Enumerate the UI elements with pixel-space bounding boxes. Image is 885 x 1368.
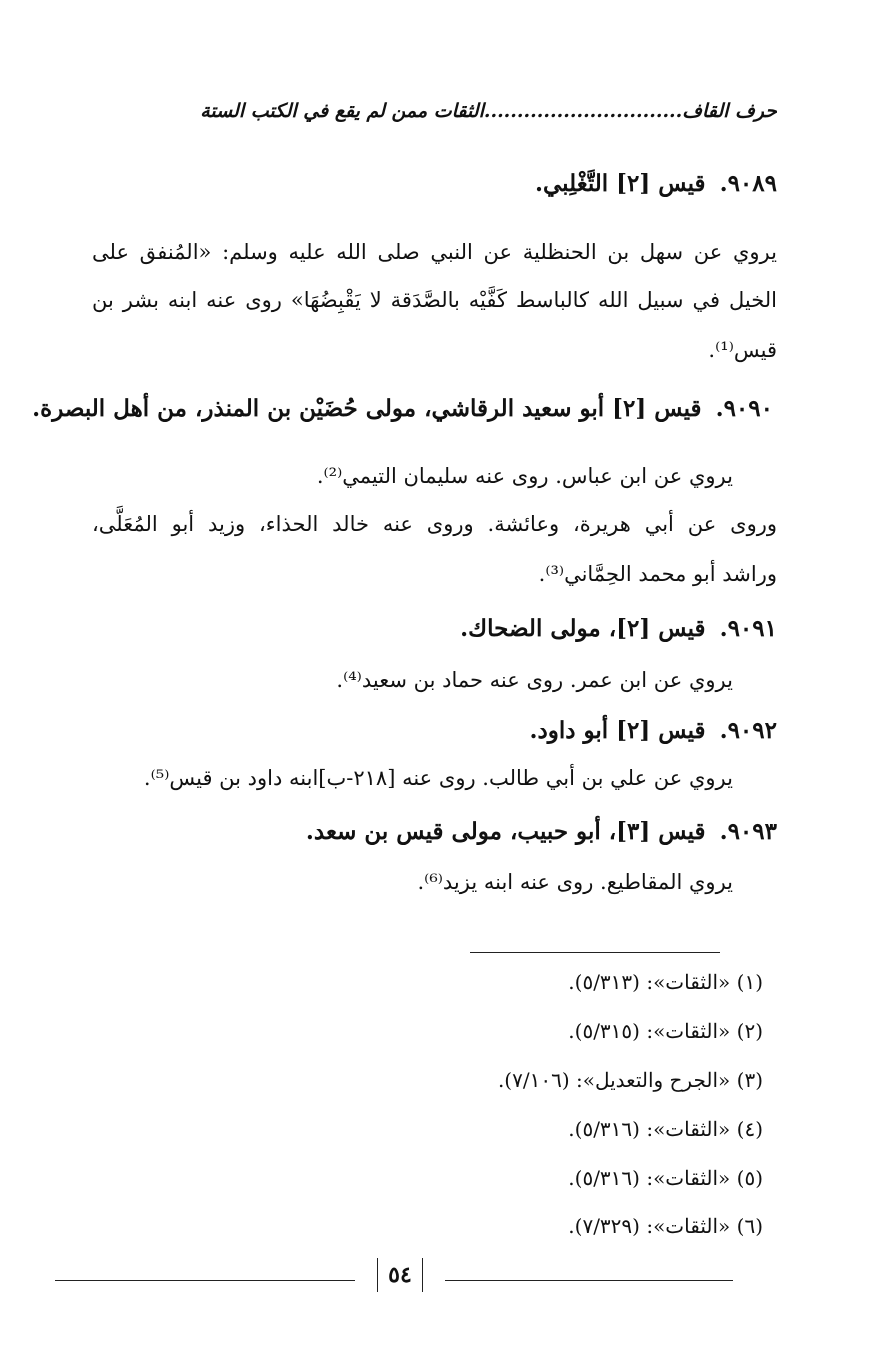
entry-text-line: يروي المقاطيع. روى عنه ابنه يزيد⁽⁶⁾. (417, 870, 733, 894)
entry-text-line: الخيل في سبيل الله كالباسط كَفَّيْه بالصَّدَقة لا يَقْبِضُهَا» روى عنه ابنه بشر بن (92, 288, 777, 312)
entry-title: قيس [٣]، أبو حبيب، مولى قيس بن سعد. (305, 818, 706, 845)
footnote: (١) «الثقات»: (٥/٣١٣). (568, 970, 763, 994)
running-header: حرف القاف..............................الثقات ممن لم يقع في الكتب الستة (200, 100, 777, 122)
entry-heading (529, 717, 777, 744)
footnote: (٣) «الجرح والتعديل»: (٧/١٠٦). (497, 1068, 763, 1092)
footnote: (٤) «الثقات»: (٥/٣١٦). (568, 1117, 763, 1141)
entry-title: قيس [٢] أبو داود. (529, 717, 706, 744)
entry-text-line: يروي عن سهل بن الحنظلية عن النبي صلى الله عليه وسلم: «المُنفق على (92, 240, 777, 264)
entry-title: قيس [٢] التَّغْلِبي. (534, 170, 706, 197)
footnote: (٢) «الثقات»: (٥/٣١٥). (568, 1019, 763, 1043)
entry-number: ٩٠٩٣. (719, 818, 777, 845)
entry-heading (535, 170, 777, 197)
entry-heading (32, 395, 773, 422)
footnote: (٦) «الثقات»: (٧/٣٢٩). (568, 1214, 763, 1238)
entry-text-line: يروي عن علي بن أبي طالب. روى عنه [٢١٨-ب]ابنه داود بن قيس⁽⁵⁾. (143, 766, 733, 790)
entry-number: ٩٠٩٠. (715, 395, 773, 422)
entry-number: ٩٠٩١. (719, 615, 777, 642)
page-number-value: ٥٤ (377, 1258, 423, 1292)
entry-text-line: وراشد أبو محمد الحِمَّاني⁽³⁾. (538, 562, 777, 586)
entry-heading (306, 818, 777, 845)
footnote: (٥) «الثقات»: (٥/٣١٦). (568, 1166, 763, 1190)
entry-text-line: يروي عن ابن عمر. روى عنه حماد بن سعيد⁽⁴⁾. (336, 668, 733, 692)
entry-text-line: وروى عن أبي هريرة، وعائشة. وروى عنه خالد الحذاء، وزيد أبو المُعَلَّى، (92, 512, 777, 536)
page-number (355, 1258, 445, 1298)
entry-text-line: قيس⁽¹⁾. (708, 338, 777, 362)
entry-number: ٩٠٩٢. (719, 717, 777, 744)
footnote-separator (470, 952, 720, 953)
entry-heading (460, 615, 777, 642)
entry-text-line: يروي عن ابن عباس. روى عنه سليمان التيمي⁽²⁾. (316, 464, 733, 488)
entry-title: قيس [٢] أبو سعيد الرقاشي، مولى حُضَيْن بن المنذر، من أهل البصرة. (32, 395, 702, 422)
entry-title: قيس [٢]، مولى الضحاك. (460, 615, 706, 642)
entry-number: ٩٠٨٩. (719, 170, 777, 197)
